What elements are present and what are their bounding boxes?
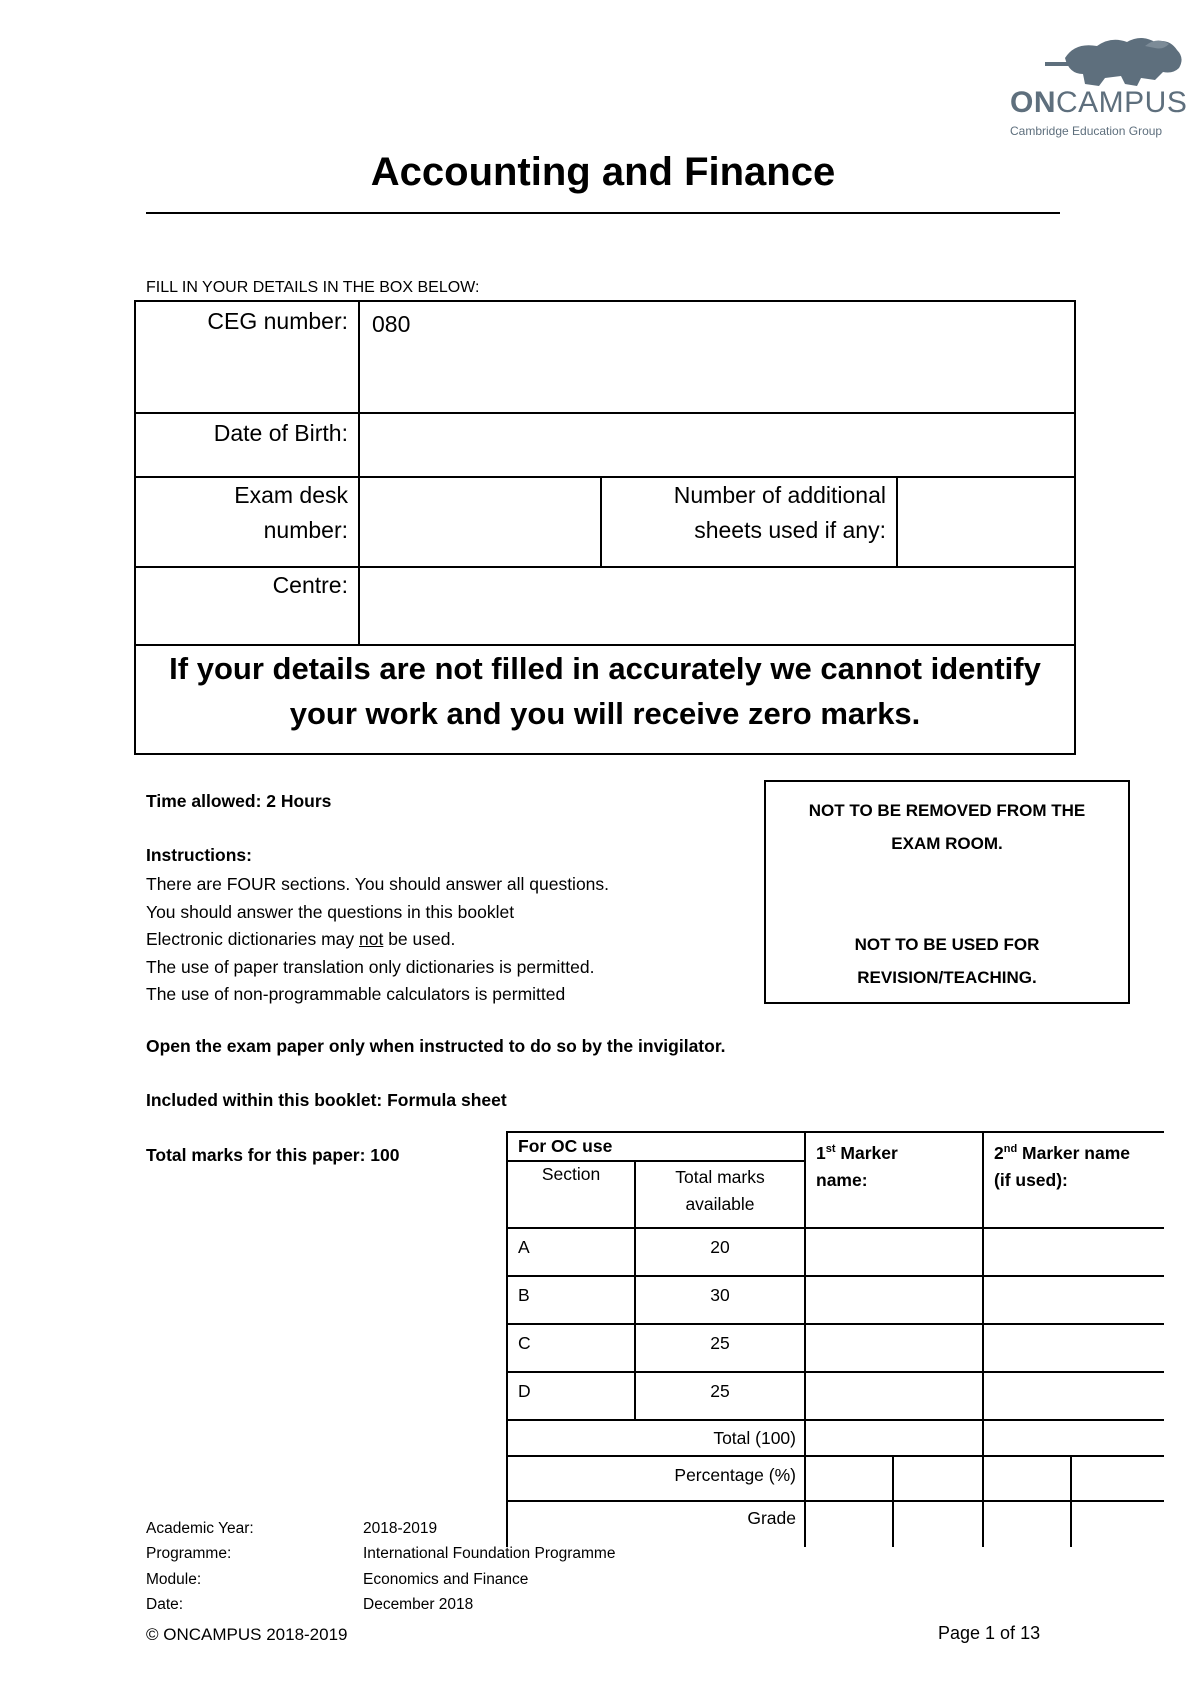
copyright: © ONCAMPUS 2018-2019 (146, 1625, 348, 1644)
marks-table (506, 1131, 1164, 1547)
module-value: Economics and Finance (363, 1571, 529, 1588)
total-label: Total (100) (713, 1428, 796, 1448)
section-cell: A (518, 1237, 530, 1257)
logo-wordmark: ONCAMPUS (1010, 86, 1188, 119)
details-box (134, 300, 1076, 755)
fill-instruction: FILL IN YOUR DETAILS IN THE BOX BELOW: (146, 279, 480, 296)
module-label: Module: (146, 1571, 202, 1588)
open-instruction: Open the exam paper only when instructed to do so by the invigilator. (146, 1036, 726, 1056)
instruction-line: The use of paper translation only dictionaries is permitted. (146, 956, 595, 977)
instruction-line: You should answer the questions in this booklet (146, 901, 515, 922)
instructions-list (146, 871, 609, 1009)
section-cell: D (518, 1381, 531, 1401)
logo-subtitle: Cambridge Education Group (1010, 124, 1163, 138)
second-marker-header: 2nd Marker name (if used): (994, 1142, 1131, 1190)
centre-label: Centre: (272, 572, 348, 598)
grade-label: Grade (747, 1508, 796, 1528)
programme-label: Programme: (146, 1545, 232, 1562)
time-allowed: Time allowed: 2 Hours (146, 791, 332, 811)
date-of-birth-field[interactable] (360, 414, 1072, 474)
marks-cell: 30 (710, 1285, 730, 1305)
included-materials: Included within this booklet: Formula sheet (146, 1090, 507, 1110)
title-underline (146, 212, 1060, 214)
total-marks-header: Total marks available (675, 1167, 765, 1214)
page-number: Page 1 of 13 (938, 1623, 1041, 1643)
programme-value: International Foundation Programme (363, 1545, 616, 1562)
exam-room-notice: NOT TO BE REMOVED FROM THE EXAM ROOM. NOT TO BE USED FOR REVISION/TEACHING. (764, 780, 1130, 1004)
page-title: Accounting and Finance (370, 150, 836, 194)
instructions-heading: Instructions: (146, 845, 252, 865)
first-marker-header: 1st Marker name: (816, 1142, 898, 1190)
for-oc-use-label: For OC use (518, 1136, 613, 1156)
accuracy-warning: If your details are not filled in accurately we cannot identify your work and you will receive zero marks. (169, 651, 1041, 731)
marks-cell: 25 (710, 1333, 730, 1353)
exam-desk-label: Exam desk number: (234, 482, 348, 543)
additional-sheets-label: Number of additional sheets used if any: (673, 482, 886, 543)
date-label: Date: (146, 1596, 184, 1613)
date-of-birth-label: Date of Birth: (213, 420, 348, 446)
centre-field[interactable] (360, 568, 1072, 644)
section-cell: C (518, 1333, 531, 1353)
ceg-number-field[interactable]: 080 (372, 311, 411, 337)
oncampus-logo (1005, 28, 1188, 138)
marks-cell: 25 (710, 1381, 730, 1401)
additional-sheets-field[interactable] (898, 478, 1072, 566)
academic-year-value: 2018-2019 (363, 1520, 438, 1537)
percentage-label: Percentage (%) (674, 1465, 796, 1485)
total-marks: Total marks for this paper: 100 (146, 1145, 400, 1165)
date-value: December 2018 (363, 1596, 474, 1613)
ceg-number-label: CEG number: (207, 308, 348, 334)
lion-icon (1045, 28, 1195, 90)
instruction-line: There are FOUR sections. You should answer all questions. (146, 874, 610, 894)
academic-year-label: Academic Year: (146, 1520, 254, 1537)
section-header: Section (541, 1164, 601, 1184)
section-cell: B (518, 1285, 530, 1305)
instruction-line: The use of non-programmable calculators is permitted (146, 984, 566, 1004)
marks-cell: 20 (710, 1237, 730, 1257)
exam-desk-field[interactable] (360, 478, 598, 566)
instruction-line: Electronic dictionaries may not be used. (146, 929, 456, 949)
